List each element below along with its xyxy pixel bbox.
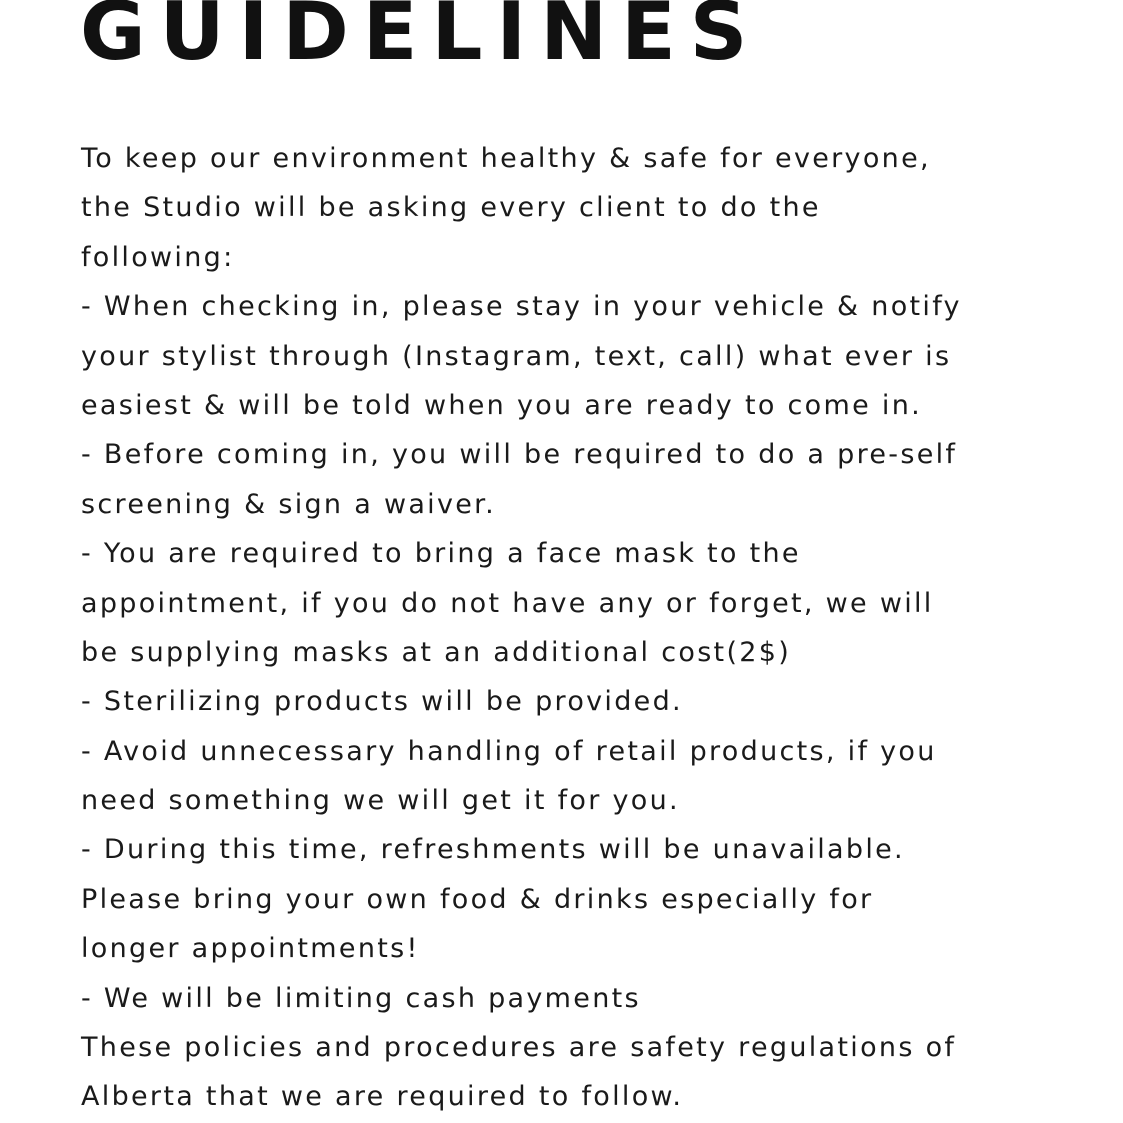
intro-line-2: the Studio will be asking every client to do the: [81, 192, 821, 224]
face-mask-guideline-line-2: appointment, if you do not have any or forget, we will: [81, 587, 934, 619]
intro-line-3: following:: [81, 241, 235, 273]
check-in-guideline-line-1: - When checking in, please stay in your vehicle & notify: [81, 291, 962, 323]
check-in-guideline-line-2: your stylist through (Instagram, text, call) what ever is: [81, 340, 952, 372]
guidelines-body: [81, 134, 1121, 1122]
check-in-guideline-line-3: easiest & will be told when you are ready to come in.: [81, 389, 922, 421]
refreshments-guideline-line-1: - During this time, refreshments will be unavailable.: [81, 834, 905, 866]
retail-guideline-line-1: - Avoid unnecessary handling of retail products, if you: [81, 735, 937, 767]
closing-line-1: These policies and procedures are safety regulations of: [81, 1032, 957, 1064]
refreshments-guideline-line-3: longer appointments!: [81, 933, 420, 965]
refreshments-guideline-line-2: Please bring your own food & drinks especially for: [81, 883, 874, 915]
intro-line-1: To keep our environment healthy & safe for everyone,: [81, 143, 931, 174]
cash-payment-guideline-line: - We will be limiting cash payments: [81, 982, 641, 1014]
retail-guideline-line-2: need something we will get it for you.: [81, 785, 680, 817]
screening-guideline-line-2: screening & sign a waiver.: [81, 488, 496, 520]
sterilizing-guideline-line: - Sterilizing products will be provided.: [81, 686, 683, 718]
closing-line-2: Alberta that we are required to follow.: [81, 1081, 684, 1113]
face-mask-guideline-line-3: be supplying masks at an additional cost(2$): [81, 636, 792, 668]
screening-guideline-line-1: - Before coming in, you will be required to do a pre-self: [81, 439, 958, 471]
face-mask-guideline-line-1: - You are required to bring a face mask to the: [81, 538, 801, 570]
page-title: GUIDELINES: [80, 0, 762, 78]
